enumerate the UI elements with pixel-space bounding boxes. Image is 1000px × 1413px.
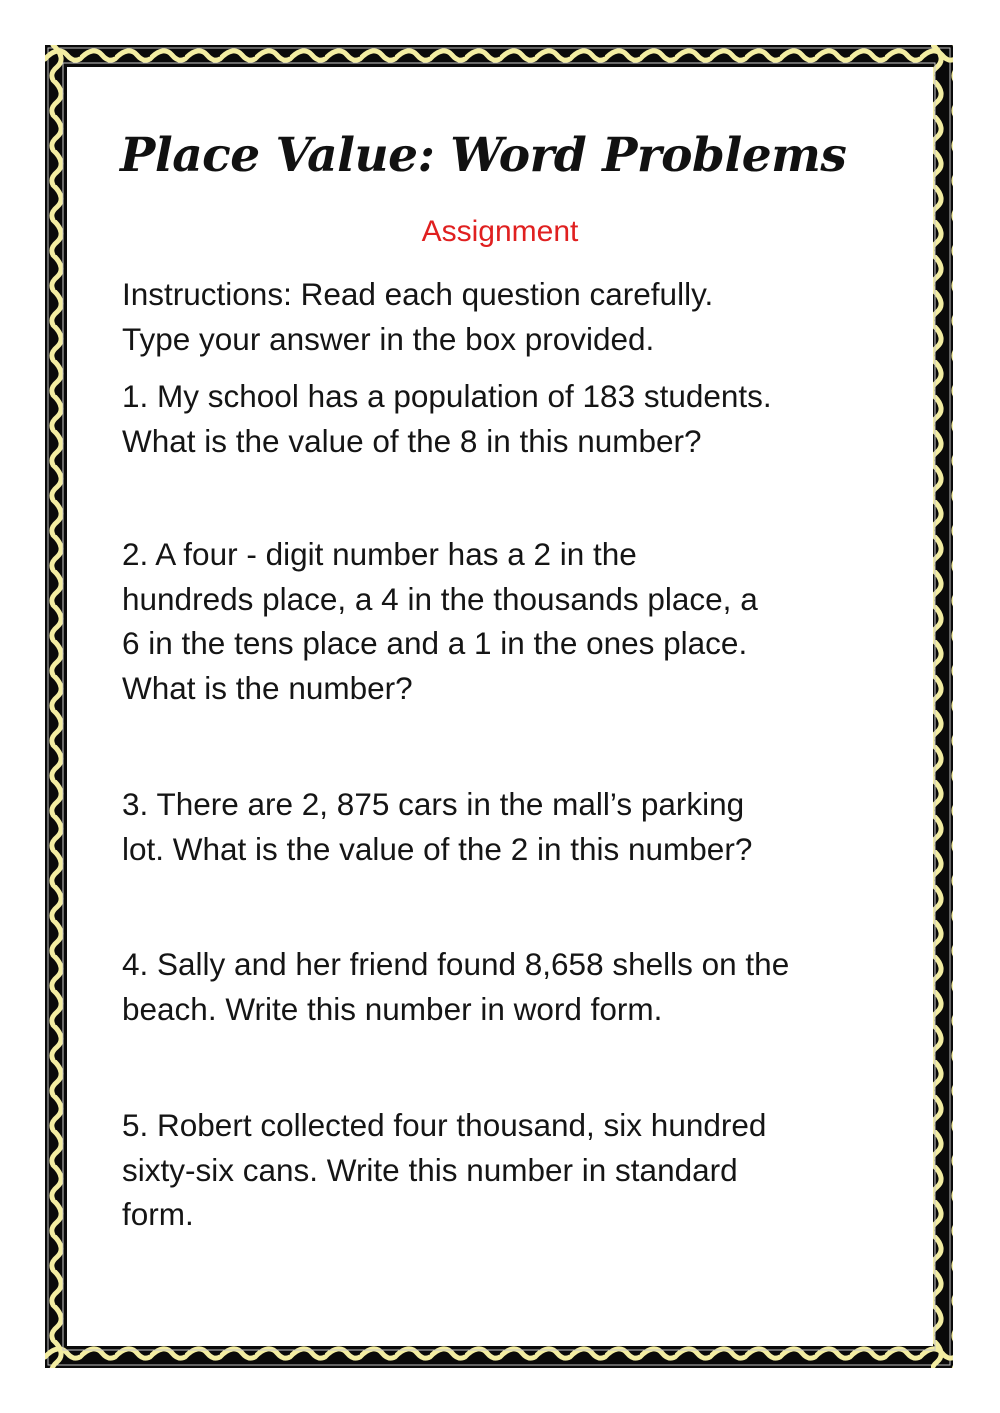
instructions-line: Instructions: Read each question carefully. <box>122 276 714 312</box>
question-line: 1. My school has a population of 183 students. <box>122 378 772 414</box>
page-title: Place Value: Word Problems <box>120 128 847 183</box>
question-5 <box>122 1103 912 1237</box>
question-line: 5. Robert collected four thousand, six hundred <box>122 1107 767 1143</box>
question-3 <box>122 782 912 871</box>
question-line: 6 in the tens place and a 1 in the ones place. <box>122 625 748 661</box>
subtitle: Assignment <box>421 215 579 248</box>
question-line: 2. A four - digit number has a 2 in the <box>122 536 637 572</box>
question-2 <box>122 532 912 710</box>
question-line: 4. Sally and her friend found 8,658 shells on the <box>122 946 790 982</box>
question-line: beach. Write this number in word form. <box>122 990 663 1027</box>
question-1 <box>122 374 912 463</box>
instructions-line: Type your answer in the box provided. <box>122 320 655 357</box>
instructions <box>122 272 912 361</box>
question-line: lot. What is the value of the 2 in this number? <box>122 830 753 867</box>
question-line: What is the number? <box>122 669 413 706</box>
question-line: hundreds place, a 4 in the thousands place, a <box>122 580 758 617</box>
question-line: sixty-six cans. Write this number in standard <box>122 1151 738 1188</box>
question-line: 3. There are 2, 875 cars in the mall’s parking <box>122 786 745 822</box>
question-line: What is the value of the 8 in this number? <box>122 422 702 459</box>
question-4 <box>122 942 912 1031</box>
question-line: form. <box>122 1196 194 1232</box>
